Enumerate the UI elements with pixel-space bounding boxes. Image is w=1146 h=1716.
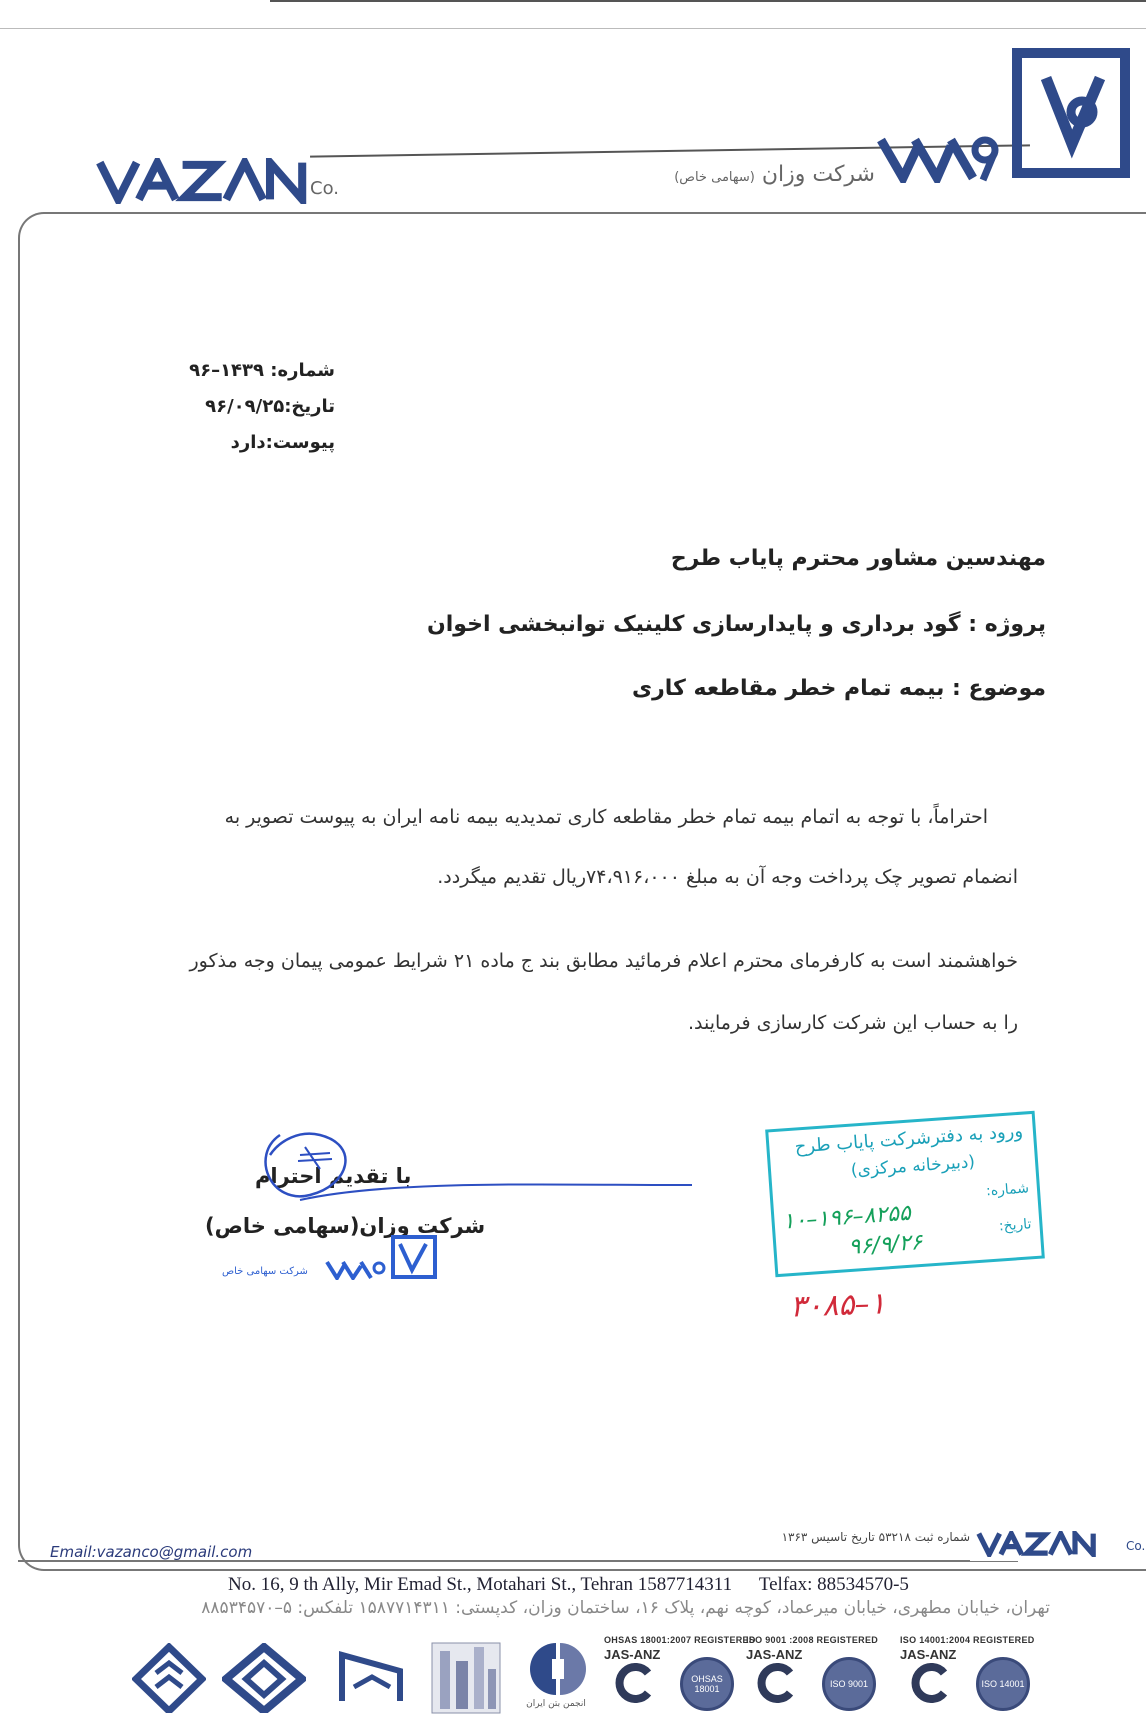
letter-attachment: پیوست:دارد	[230, 432, 335, 453]
jas-anz-c-icon	[910, 1663, 950, 1703]
cert-iso-9001-seal: ISO 9001	[822, 1657, 876, 1711]
body-paragraph-1-line-2: انضمام تصویر چک پرداخت وجه آن به مبلغ ۷۴،۹۱۶،۰۰۰ریال تقدیم میگردد.	[437, 866, 1018, 888]
stamp-number-value: ۱۰–۱۹۶–۸۲۵۵	[781, 1200, 912, 1235]
cert-iso-14001-seal: ISO 14001	[976, 1657, 1030, 1711]
subject-heading: موضوع : بیمه تمام خطر مقاطعه کاری	[631, 676, 1046, 701]
stamp-date-value: ۹۶/۹/۲۶	[847, 1229, 924, 1261]
letter-number: شماره: ۱۴۳۹–۹۶	[189, 360, 335, 381]
frame-top-line	[0, 28, 1146, 29]
stamp-date-label: تاریخ:	[998, 1216, 1032, 1235]
cert-iso-9001-jas: JAS-ANZ	[746, 1647, 803, 1662]
vazan-footer-wordmark-icon	[974, 1531, 1124, 1557]
seal-logo-icon	[390, 1234, 438, 1280]
body-paragraph-2-line-2: را به حساب این شرکت کارسازی فرمایند.	[687, 1012, 1018, 1034]
association-badge-1-icon	[132, 1643, 206, 1713]
address-fa: تهران، خیابان مطهری، خیابان میرعماد، کوچه نهم، پلاک ۱۶، ساختمان وزان، کدپستی: ۱۵۸۷۷۱۴۳۱۱ تلفکس: ۵–۸۸۵۳۴۵۷۰	[201, 1598, 1050, 1618]
wordmark-fa-logo	[875, 128, 1005, 183]
jas-anz-c-icon	[614, 1663, 654, 1703]
footer-brand-suffix: Co.	[1126, 1539, 1146, 1553]
cert-iso-9001-title: ISO 9001 :2008 REGISTERED	[746, 1635, 879, 1645]
vazan-co-suffix: Co.	[310, 178, 339, 199]
recipient-heading: مهندسین مشاور محترم پایاب طرح	[670, 546, 1046, 571]
concrete-association-icon	[524, 1639, 588, 1699]
stamp-line-2: (دبیرخانه مرکزی)	[850, 1152, 976, 1181]
receipt-stamp	[765, 1111, 1045, 1277]
closing-regards: با تقدیم احترام	[255, 1164, 412, 1188]
cert-ohsas-jas: JAS-ANZ	[604, 1647, 661, 1662]
seal-wordmark-icon	[325, 1258, 387, 1280]
building-badge-icon	[430, 1641, 502, 1715]
company-logo	[1012, 48, 1130, 178]
footer-email	[50, 1543, 252, 1561]
handwritten-red-number: ۳۰۸۵–۱	[789, 1286, 887, 1325]
cert-iso-14001-title: ISO 14001:2004 REGISTERED	[900, 1635, 1035, 1645]
email-value: vazanco@gmail.com	[96, 1543, 253, 1561]
scan-edge-line	[270, 0, 1146, 2]
footer-vazan-logo	[970, 1527, 1146, 1561]
cert-ohsas	[604, 1635, 756, 1716]
footer-registration: شماره ثبت ۵۳۲۱۸ تاریخ تاسیس ۱۳۶۳	[781, 1530, 970, 1544]
logo-mark-icon	[1038, 72, 1108, 160]
stamp-number-label: شماره:	[985, 1180, 1030, 1200]
certification-badges	[130, 1635, 1146, 1716]
body-paragraph-2-line-1: خواهشمند است به کارفرمای محترم اعلام فرمائید مطابق بند ج ماده ۲۱ شرایط عمومی پیمان وجه مذکور	[189, 950, 1018, 972]
association-badge-3-icon	[336, 1643, 406, 1707]
cert-ohsas-title: OHSAS 18001:2007 REGISTERED	[604, 1635, 756, 1645]
company-type-fa: (سهامی خاص)	[674, 170, 755, 185]
address-en-telfax: Telfax: 88534570-5	[758, 1574, 909, 1595]
email-label: Email:	[50, 1543, 97, 1561]
seal-caption: شرکت سهامی خاص	[222, 1266, 308, 1277]
address-en	[228, 1574, 909, 1596]
cert-ohsas-seal: OHSAS 18001	[680, 1657, 734, 1711]
association-badge-2-icon	[222, 1643, 306, 1713]
cert-iso-14001	[900, 1635, 1040, 1716]
cert-iso-9001	[746, 1635, 886, 1716]
stamp-line-1: ورود به دفترشرکت پایاب طرح	[794, 1120, 1024, 1158]
handwritten-signature	[240, 1125, 700, 1225]
cert-iso-14001-jas: JAS-ANZ	[900, 1647, 957, 1662]
company-name-fa	[650, 162, 875, 187]
closing-signer: شرکت وزان(سهامی خاص)	[205, 1214, 486, 1238]
concrete-association-badge	[514, 1639, 598, 1716]
letter-date: تاریخ:۹۶/۰۹/۲۵	[205, 396, 335, 417]
jas-anz-c-icon	[756, 1663, 796, 1703]
company-name-fa-main: شرکت وزان	[761, 162, 875, 187]
body-paragraph-1-line-1: احتراماً، با توجه به اتمام بیمه تمام خطر مقاطعه کاری تمدیدیه بیمه نامه ایران به پیوست تصویر به	[224, 806, 988, 828]
project-heading: پروژه : گود برداری و پایدارسازی کلینیک توانبخشی اخوان	[426, 612, 1046, 637]
concrete-association-caption: انجمن بتن ایران	[526, 1699, 586, 1709]
address-en-street: No. 16, 9 th Ally, Mir Emad St., Motahari St., Tehran 1587714311	[228, 1574, 733, 1595]
